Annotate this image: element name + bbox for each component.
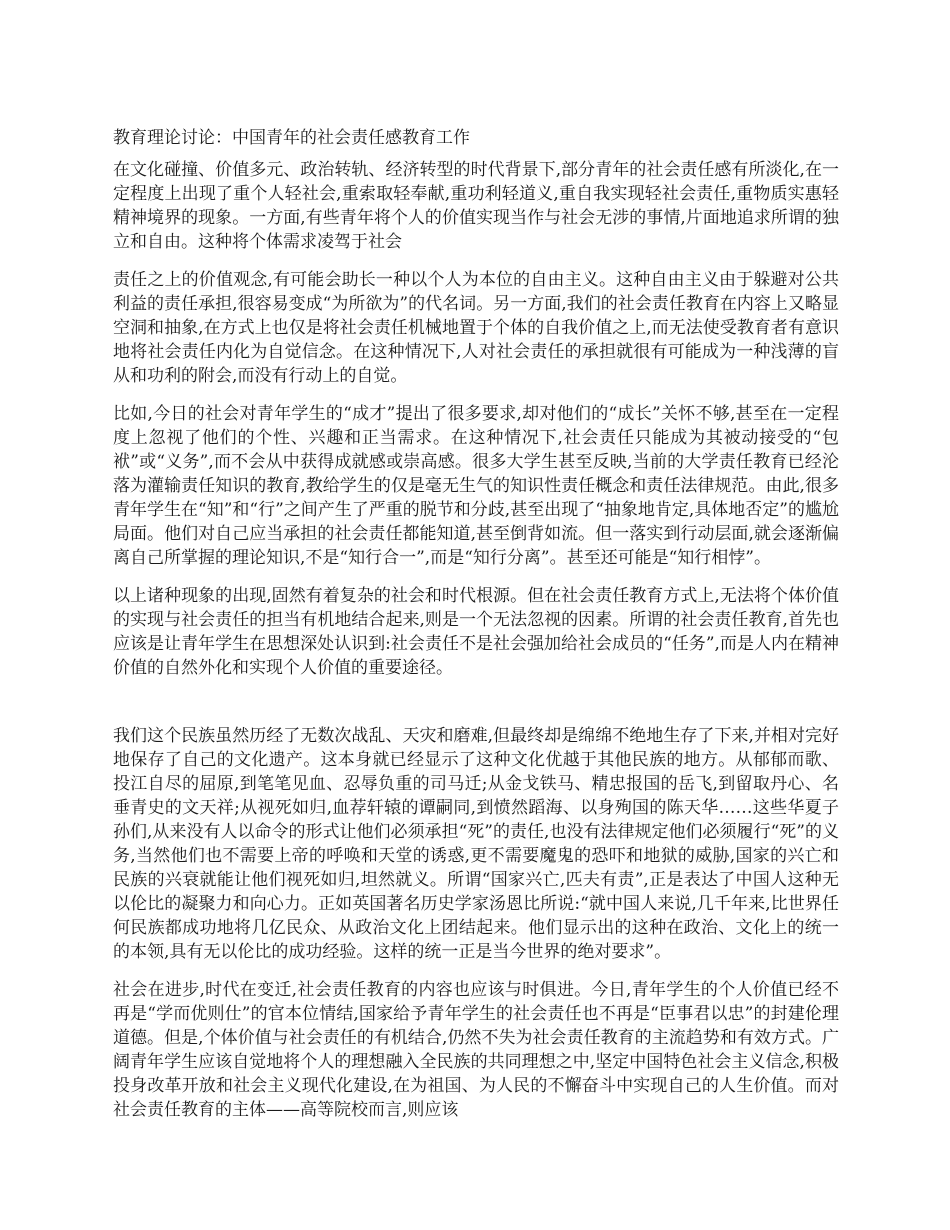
paragraph-6: 社会在进步,时代在变迁,社会责任教育的内容也应该与时俱进。今日,青年学生的个人价值已经不再是“学而优则仕”的官本位情结,国家给予青年学生的社会责任也不再是“臣事君以忠”的封建伦理道德。但是,个体价值与社会责任的有机结合,仍然不失为社会责任教育的主流趋势和有效方式。广阔青年学生应该自觉地将个人的理想融入全民族的共同理想之中,坚定中国特色社会主义信念,积极投身改革开放和社会主义现代化建设,在为祖国、为人民的不懈奋斗中实现自己的人生价值。而对社会责任教育的主体——高等院校而言,则应该: [113, 980, 839, 1120]
paragraph-5: 我们这个民族虽然历经了无数次战乱、天灾和磨难,但最终却是绵绵不绝地生存了下来,并相对完好地保存了自己的文化遗产。这本身就已经显示了这种文化优越于其他民族的地方。从郁郁而歌、投江自尽的屈原,到笔笔见血、忍辱负重的司马迁;从金戈铁马、精忠报国的岳飞,到留取丹心、名垂青史的文天祥;从视死如归,血荐轩辕的谭嗣同,到愤然蹈海、以身殉国的陈天华……这些华夏子孙们,从来没有人以命令的形式让他们必须承担“死”的责任,也没有法律规定他们必须履行“死”的义务,当然他们也不需要上帝的呼唤和天堂的诱惑,更不需要魔鬼的恐吓和地狱的威胁,国家的兴亡和民族的兴衰就能让他们视死如归,坦然就义。所谓“国家兴亡,匹夫有责”,正是表达了中国人这种无以伦比的凝聚力和向心力。正如英国著名历史学家汤恩比所说:“就中国人来说,几千年来,比世界任何民族都成功地将几亿民众、从政治文化上团结起来。他们显示出的这种在政治、文化上的统一的本领,具有无以伦比的成功经验。这样的统一正是当今世界的绝对要求”。: [113, 726, 839, 962]
paragraph-4: 以上诸种现象的出现,固然有着复杂的社会和时代根源。但在社会责任教育方式上,无法将个体价值的实现与社会责任的担当有机地结合起来,则是一个无法忽视的因素。所谓的社会责任教育,首先也应该是让青年学生在思想深处认识到:社会责任不是社会强加给社会成员的“任务”,而是人内在精神价值的自然外化和实现个人价值的重要途径。: [113, 586, 839, 678]
document-title: 教育理论讨论：中国青年的社会责任感教育工作: [113, 128, 470, 148]
paragraph-3: 比如,今日的社会对青年学生的“成才”提出了很多要求,却对他们的“成长”关怀不够,甚至在一定程度上忽视了他们的个性、兴趣和正当需求。在这种情况下,社会责任只能成为其被动接受的“包袱”或“义务”,而不会从中获得成就感或崇高感。很多大学生甚至反映,当前的大学责任教育已经沦落为灌输责任知识的教育,教给学生的仅是毫无生气的知识性责任概念和责任法律规范。由此,很多青年学生在“知”和“行”之间产生了严重的脱节和分歧,甚至出现了“抽象地肯定,具体地否定”的尴尬局面。他们对自己应当承担的社会责任都能知道,甚至倒背如流。但一落实到行动层面,就会逐渐偏离自己所掌握的理论知识,不是“知行合一”,而是“知行分离”。甚至还可能是“知行相悖”。: [113, 404, 839, 568]
document-page: [113, 126, 839, 1136]
paragraph-1: 在文化碰撞、价值多元、政治转轨、经济转型的时代背景下,部分青年的社会责任感有所淡化,在一定程度上出现了重个人轻社会,重索取轻奉献,重功利轻道义,重自我实现轻社会责任,重物质实惠轻精神境界的现象。一方面,有些青年将个人的价值实现当作与社会无涉的事情,片面地追求所谓的独立和自由。这种将个体需求凌驾于社会: [113, 160, 839, 252]
paragraph-2: 责任之上的价值观念,有可能会助长一种以个人为本位的自由主义。这种自由主义由于躲避对公共利益的责任承担,很容易变成“为所欲为”的代名词。另一方面,我们的社会责任教育在内容上又略显空洞和抽象,在方式上也仅是将社会责任机械地置于个体的自我价值之上,而无法使受教育者有意识地将社会责任内化为自觉信念。在这种情况下,人对社会责任的承担就很有可能成为一种浅薄的盲从和功利的附会,而没有行动上的自觉。: [113, 270, 839, 386]
section-gap: [113, 694, 839, 724]
